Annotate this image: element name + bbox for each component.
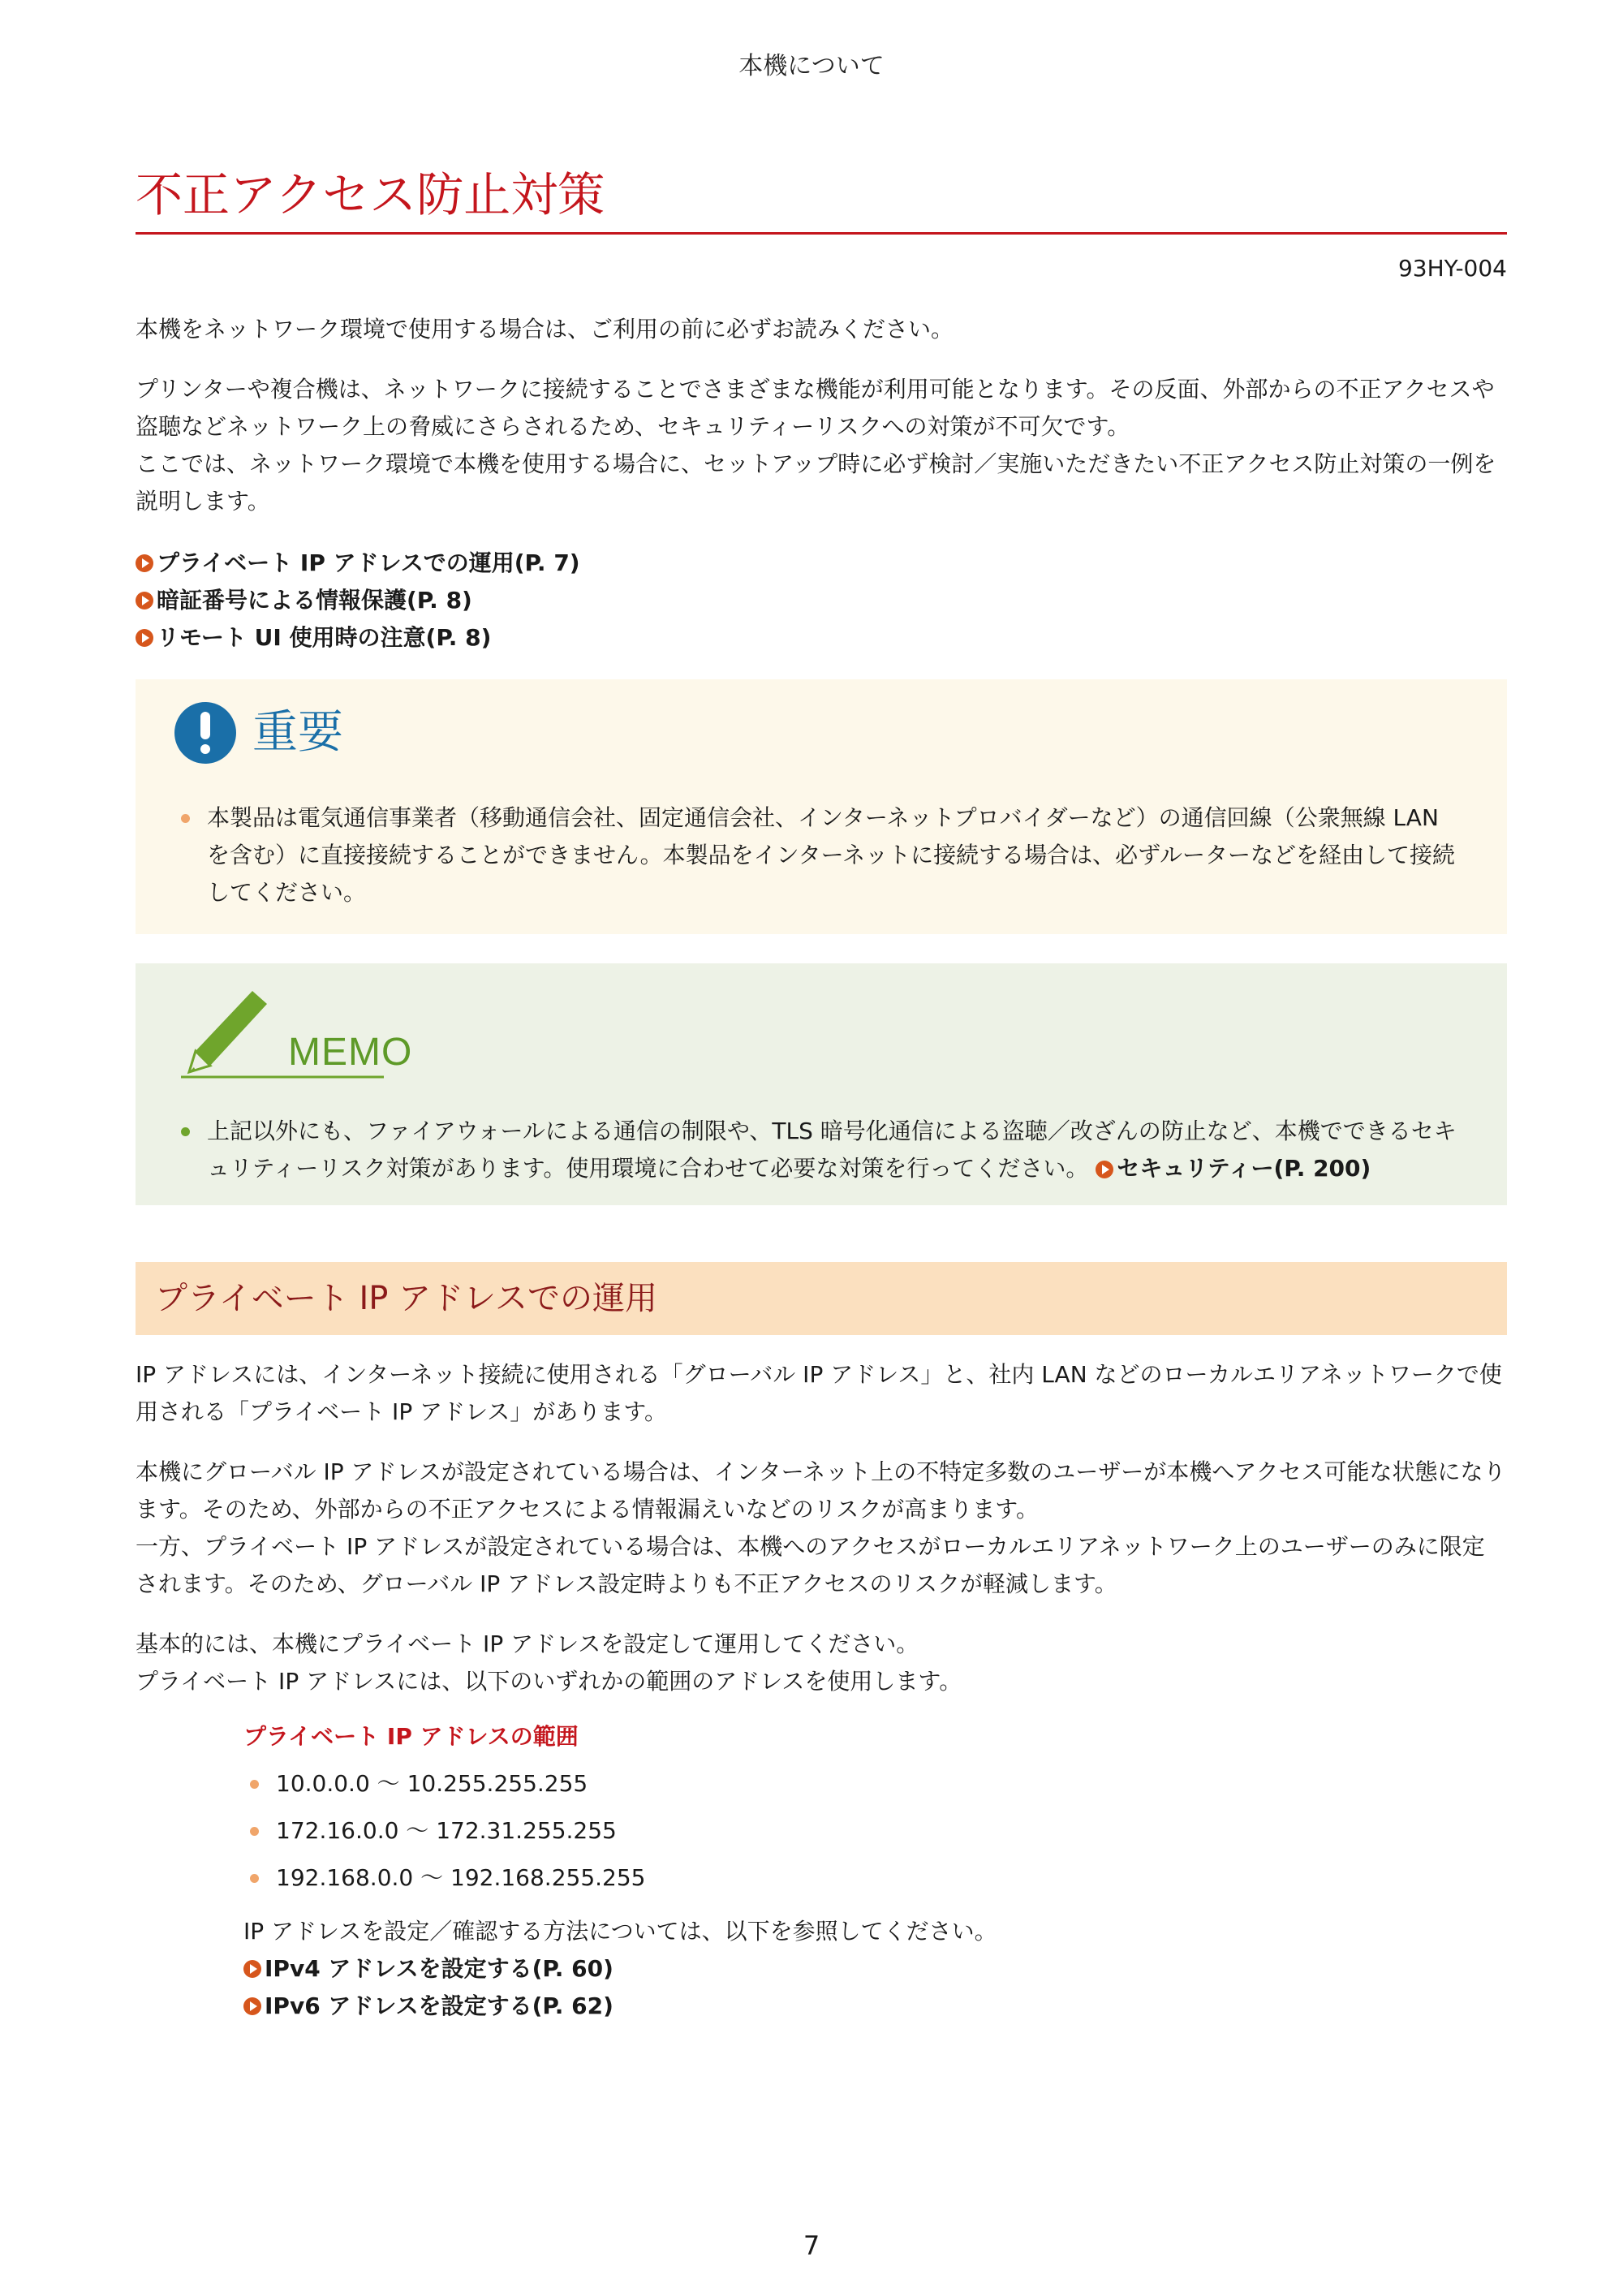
topic-link-private-ip[interactable]: [136, 545, 1507, 582]
overview-text-1: プリンターや複合機は、ネットワークに接続することでさまざまな機能が利用可能となります。その反面、外部からの不正アクセスや盗聴などネットワーク上の脅威にさらされるため、セキュリティーリスクへの対策が不可欠です。: [136, 376, 1495, 440]
section-paragraph-2a: 本機にグローバル IP アドレスが設定されている場合は、インターネット上の不特定多数のユーザーが本機へアクセス可能な状態になります。そのため、外部からの不正アクセスによる情報漏えいなどのリスクが高まります。: [136, 1458, 1506, 1523]
page-title: 不正アクセス防止対策: [136, 167, 605, 222]
important-label: 重要: [252, 706, 343, 759]
range-list: [243, 1760, 1507, 1902]
exclamation-icon: [174, 702, 236, 764]
link-arrow-icon: [136, 554, 153, 572]
memo-header: [174, 988, 1468, 1082]
memo-security-link[interactable]: [1096, 1155, 1371, 1182]
range-title: プライベート IP アドレスの範囲: [243, 1723, 579, 1750]
section-paragraph-3a: 基本的には、本機にプライベート IP アドレスを設定して運用してください。: [136, 1630, 919, 1657]
topic-link-remote-ui[interactable]: [136, 619, 1507, 657]
topic-link-label: リモート UI 使用時の注意(P. 8): [157, 624, 492, 651]
page-content: [136, 162, 1507, 2025]
topic-links: [136, 545, 1507, 657]
overview-text-2: ここでは、ネットワーク環境で本機を使用する場合に、セットアップ時に必ず検討／実施いただきたい不正アクセス防止対策の一例を説明します。: [136, 450, 1496, 515]
topic-link-pin[interactable]: [136, 582, 1507, 619]
link-arrow-icon: [136, 629, 153, 647]
title-underline: [136, 232, 1507, 235]
section-paragraph-2b: 一方、プライベート IP アドレスが設定されている場合は、本機へのアクセスがローカルエリアネットワーク上のユーザーのみに限定されます。そのため、グローバル IP アドレス設定時よりも不正アクセスのリスクが軽減します。: [136, 1533, 1485, 1597]
link-arrow-icon: [136, 592, 153, 610]
memo-box: [136, 963, 1507, 1205]
ipv4-link-label: IPv4 アドレスを設定する(P. 60): [265, 1955, 613, 1982]
memo-label: MEMO: [288, 1031, 413, 1074]
memo-item: [174, 1113, 1468, 1187]
running-header: 本機について: [738, 52, 885, 80]
important-list: [174, 799, 1468, 911]
memo-list: [174, 1113, 1468, 1187]
document-code: 93HY-004: [1397, 255, 1507, 282]
memo-item-text: 上記以外にも、ファイアウォールによる通信の制限や、TLS 暗号化通信による盗聴／改ざんの防止など、本機でできるセキュリティーリスク対策があります。使用環境に合わせて必要な対策を行ってください。: [207, 1118, 1457, 1182]
section-heading-private-ip: プライベート IP アドレスでの運用: [136, 1262, 1507, 1335]
ipv6-link[interactable]: [243, 1988, 1507, 2025]
intro-text: 本機をネットワーク環境で使用する場合は、ご利用の前に必ずお読みください。: [136, 316, 954, 342]
ipv6-link-label: IPv6 アドレスを設定する(P. 62): [265, 1992, 613, 2019]
important-box: [136, 679, 1507, 934]
section-paragraph-3b: プライベート IP アドレスには、以下のいずれかの範囲のアドレスを使用します。: [136, 1668, 962, 1695]
important-item: 本製品は電気通信事業者（移動通信会社、固定通信会社、インターネットプロバイダーなど）の通信回線（公衆無線 LAN を含む）に直接接続することができません。本製品をインターネットに接続する場合は、必ずルーターなどを経由して接続してください。: [174, 799, 1468, 911]
topic-link-label: プライベート IP アドレスでの運用(P. 7): [157, 549, 580, 576]
range-item: 172.16.0.0 ～ 172.31.255.255: [243, 1807, 1507, 1854]
memo-security-link-label: セキュリティー(P. 200): [1117, 1155, 1371, 1182]
section-paragraph-1: IP アドレスには、インターネット接続に使用される「グローバル IP アドレス」と、社内 LAN などのローカルエリアネットワークで使用される「プライベート IP アドレス」があります。: [136, 1361, 1502, 1425]
range-item: 192.168.0.0 ～ 192.168.255.255: [243, 1854, 1507, 1902]
section-paragraph-2: [136, 1454, 1507, 1603]
range-item: 10.0.0.0 ～ 10.255.255.255: [243, 1760, 1507, 1807]
refer-text: IP アドレスを設定／確認する方法については、以下を参照してください。: [243, 1918, 997, 1945]
private-ip-range-block: [243, 1718, 1507, 2025]
link-arrow-icon: [1096, 1161, 1113, 1178]
topic-link-label: 暗証番号による情報保護(P. 8): [157, 587, 472, 614]
link-arrow-icon: [243, 1997, 261, 2015]
overview-paragraph: [136, 371, 1507, 520]
section-paragraph-3: [136, 1626, 1507, 1700]
important-header: [174, 702, 1468, 764]
link-arrow-icon: [243, 1960, 261, 1978]
page-number: 7: [803, 2230, 820, 2261]
ipv4-link[interactable]: [243, 1950, 1507, 1988]
